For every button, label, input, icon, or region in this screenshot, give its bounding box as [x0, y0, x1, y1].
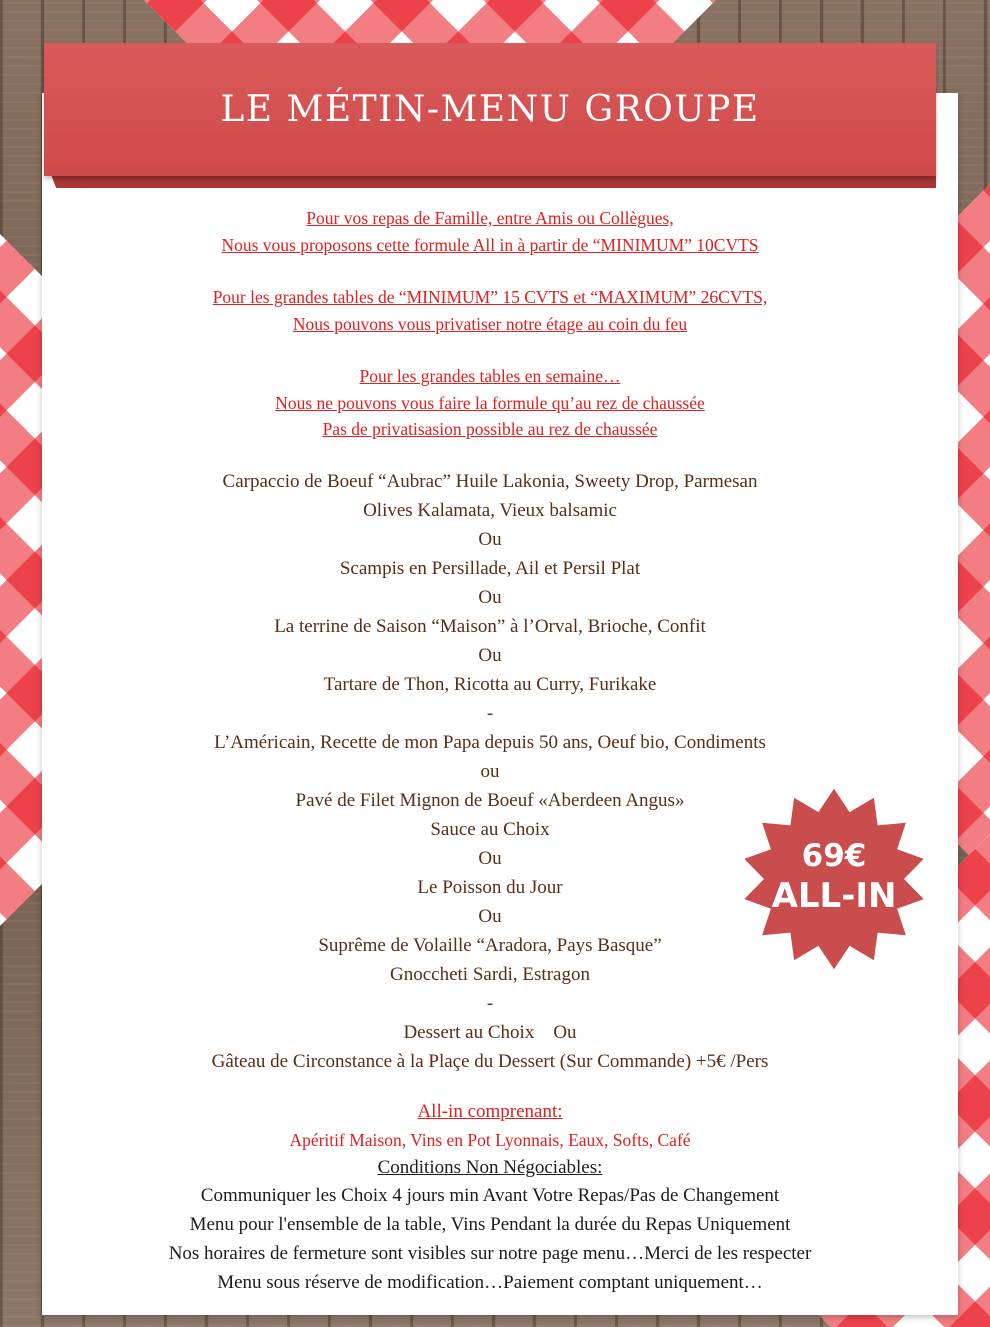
menu-line: Ou	[478, 528, 502, 550]
intro-block-weekdays	[44, 363, 936, 443]
menu-line: Olives Kalamata, Vieux balsamic	[363, 499, 617, 521]
menu-line: Scampis en Persillade, Ail et Persil Plat	[339, 557, 641, 579]
all-in-includes: Apéritif Maison, Vins en Pot Lyonnais, Eaux, Softs, Café	[289, 1129, 691, 1150]
menu-line: Dessert au Choix Ou	[403, 1021, 577, 1043]
page-title: LE MÉTIN-MENU GROUPE	[220, 89, 760, 130]
condition-line: Menu pour l'ensemble de la table, Vins Pendant la durée du Repas Uniquement	[189, 1213, 791, 1235]
badge-text	[740, 788, 928, 970]
badge-price: 69€	[801, 838, 867, 874]
menu-line: Tartare de Thon, Ricotta au Curry, Furikake	[323, 673, 657, 695]
title-banner	[44, 43, 936, 176]
intro-line: Pour les grandes tables en semaine…	[359, 366, 621, 386]
intro-section	[44, 205, 936, 443]
price-badge	[740, 788, 928, 970]
intro-line: Nous pouvons vous privatiser notre étage au coin du feu	[292, 313, 688, 334]
conditions-section	[44, 1154, 936, 1297]
intro-block-family	[44, 205, 936, 258]
badge-label: ALL-IN	[771, 876, 897, 916]
menu-items	[44, 467, 936, 1076]
all-in-title: All-in comprenant:	[417, 1100, 563, 1122]
intro-line: Pas de privatisasion possible au rez de chaussée	[322, 419, 658, 439]
intro-line: Nous ne pouvons vous faire la formule qu’au rez de chaussée	[275, 392, 705, 413]
condition-line: Nos horaires de fermeture sont visibles sur notre page menu…Merci de les respecter	[168, 1242, 812, 1264]
intro-line: Pour les grandes tables de “MINIMUM” 15 CVTS et “MAXIMUM” 26CVTS,	[212, 287, 768, 307]
menu-line: Ou	[478, 586, 502, 608]
all-in-section	[44, 1097, 936, 1154]
intro-line: Pour vos repas de Famille, entre Amis ou Collègues,	[306, 208, 674, 228]
intro-block-large-tables	[44, 284, 936, 337]
menu-line: -	[486, 702, 494, 724]
menu-line: Carpaccio de Boeuf “Aubrac” Huile Lakonia, Sweety Drop, Parmesan	[222, 470, 758, 492]
condition-line: Menu sous réserve de modification…Paiement comptant uniquement…	[217, 1271, 763, 1293]
menu-line: Gâteau de Circonstance à la Plaçe du Dessert (Sur Commande) +5€ /Pers	[211, 1050, 769, 1072]
menu-line: Ou	[478, 644, 502, 666]
intro-line: Nous vous proposons cette formule All in à partir de “MINIMUM” 10CVTS	[221, 234, 759, 255]
menu-line: Ou	[478, 847, 502, 869]
condition-line: Communiquer les Choix 4 jours min Avant Votre Repas/Pas de Changement	[200, 1184, 780, 1206]
menu-line: Ou	[478, 905, 502, 927]
menu-line: -	[486, 992, 494, 1014]
menu-line: Pavé de Filet Mignon de Boeuf «Aberdeen Angus»	[295, 789, 685, 811]
conditions-title: Conditions Non Négociables:	[377, 1156, 603, 1178]
menu-line: La terrine de Saison “Maison” à l’Orval, Brioche, Confit	[274, 615, 706, 637]
menu-content	[44, 205, 936, 1297]
menu-line: Gnoccheti Sardi, Estragon	[390, 963, 590, 985]
menu-line: ou	[480, 760, 500, 782]
menu-line: Le Poisson du Jour	[417, 876, 563, 898]
menu-line: Suprême de Volaille “Aradora, Pays Basque”	[318, 934, 662, 956]
menu-line: Sauce au Choix	[430, 818, 550, 840]
menu-line: L’Américain, Recette de mon Papa depuis 50 ans, Oeuf bio, Condiments	[214, 731, 766, 753]
